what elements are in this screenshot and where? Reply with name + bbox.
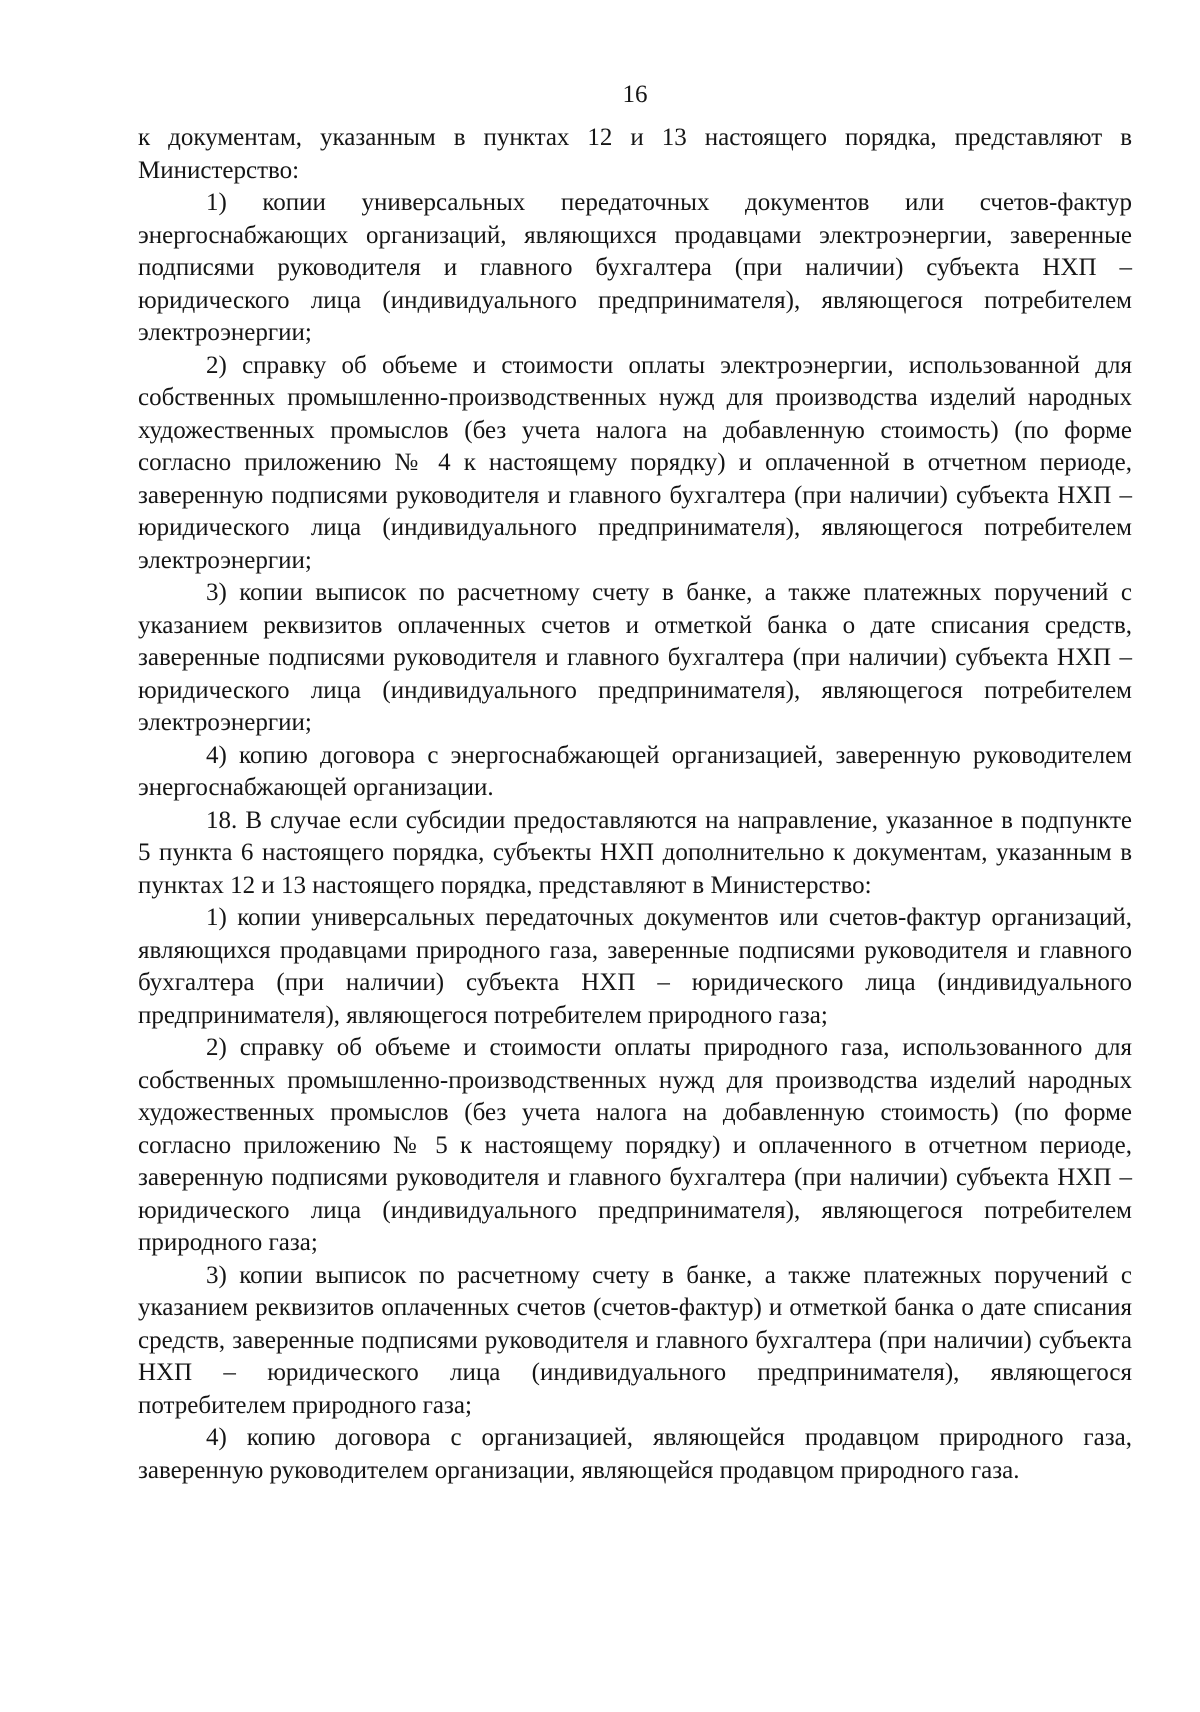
document-body [138, 122, 1132, 1487]
paragraph-item-4-contract-gas: 4) копию договора с организацией, являющейся продавцом природного газа, заверенную руководителем организации, являющейся продавцом природного газа. [138, 1424, 1132, 1484]
paragraph-item-2-certificate-electricity: 2) справку об объеме и стоимости оплаты электроэнергии, использованной для собственных промышленно-производственных нужд для производства изделий народных художественных промыслов (без учета налога на добавленную стоимость) (по форме согласно приложению № 4 к настоящему порядку) и оплаченной в отчетном периоде, заверенную подписями руководителя и главного бухгалтера (при наличии) субъекта НХП – юридического лица (индивидуального предпринимателя), являющегося потребителем электроэнергии; [138, 351, 1132, 574]
paragraph-clause-18: 18. В случае если субсидии предоставляются на направление, указанное в подпункте 5 пункта 6 настоящего порядка, субъекты НХП дополнительно к документам, указанным в пунктах 12 и 13 настоящего порядка, представляют в Министерство: [138, 806, 1132, 899]
paragraph-item-3-bank-statements-electricity: 3) копии выписок по расчетному счету в банке, а также платежных поручений с указанием реквизитов оплаченных счетов и отметкой банка о дате списания средств, заверенные подписями руководителя и главного бухгалтера (при наличии) субъекта НХП – юридического лица (индивидуального предпринимателя), являющегося потребителем электроэнергии; [138, 579, 1132, 736]
paragraph-continuation: к документам, указанным в пунктах 12 и 13 настоящего порядка, представляют в Министерство: [138, 124, 1132, 184]
paragraph-item-3-bank-statements-gas: 3) копии выписок по расчетному счету в банке, а также платежных поручений с указанием реквизитов оплаченных счетов (счетов-фактур) и отметкой банка о дате списания средств, заверенные подписями руководителя и главного бухгалтера (при наличии) субъекта НХП – юридического лица (индивидуального предпринимателя), являющегося потребителем природного газа; [138, 1261, 1132, 1419]
page-number: 16 [622, 81, 648, 108]
paragraph-item-1-invoices-gas: 1) копии универсальных передаточных документов или счетов-фактур организаций, являющихся продавцами природного газа, заверенные подписями руководителя и главного бухгалтера (при наличии) субъекта НХП – юридического лица (индивидуального предпринимателя), являющегося потребителем природного газа; [138, 904, 1132, 1029]
paragraph-item-2-certificate-gas: 2) справку об объеме и стоимости оплаты природного газа, использованного для собственных промышленно-производственных нужд для производства изделий народных художественных промыслов (без учета налога на добавленную стоимость) (по форме согласно приложению № 5 к настоящему порядку) и оплаченного в отчетном периоде, заверенную подписями руководителя и главного бухгалтера (при наличии) субъекта НХП – юридического лица (индивидуального предпринимателя), являющегося потребителем природного газа; [138, 1034, 1132, 1256]
paragraph-item-1-invoices-electricity: 1) копии универсальных передаточных документов или счетов-фактур энергоснабжающих организаций, являющихся продавцами электроэнергии, заверенные подписями руководителя и главного бухгалтера (при наличии) субъекта НХП – юридического лица (индивидуального предпринимателя), являющегося потребителем электроэнергии; [138, 189, 1132, 346]
paragraph-item-4-contract-electricity: 4) копию договора с энергоснабжающей организацией, заверенную руководителем энергоснабжающей организации. [138, 741, 1132, 801]
